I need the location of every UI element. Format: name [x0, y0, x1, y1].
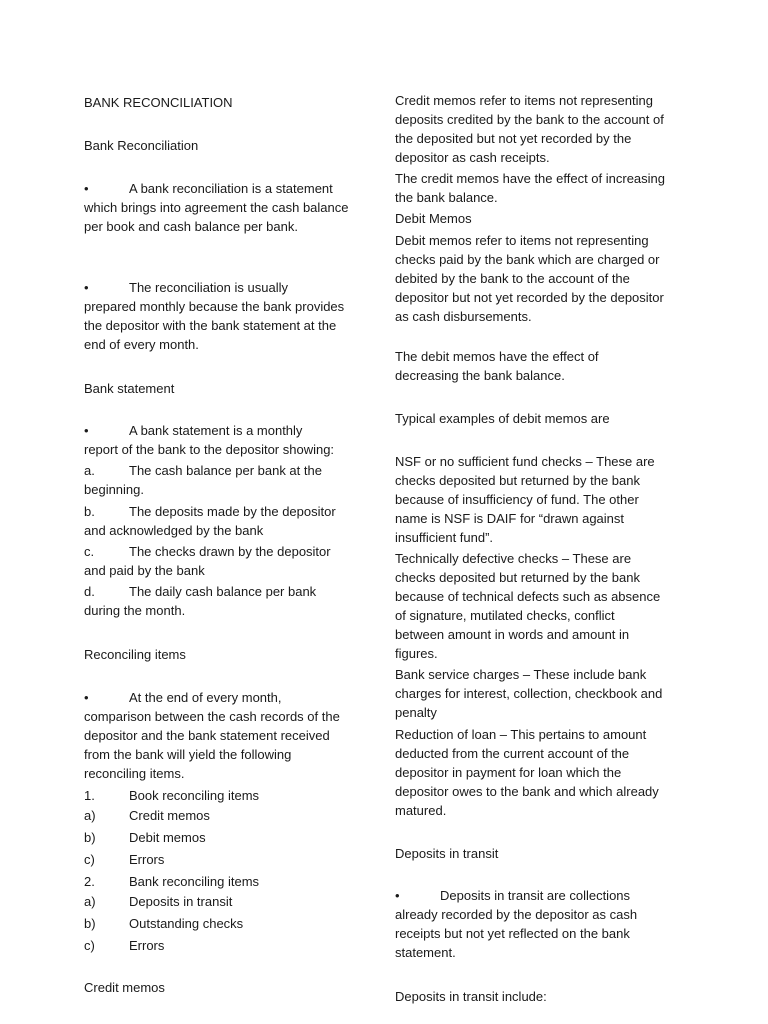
- list-item: a) Deposits in transit: [84, 894, 233, 909]
- bullet-paragraph: • A bank reconciliation is a statement which brings into agreement the cash balance per book and cash balance per bank.: [84, 181, 349, 234]
- section-heading: Credit memos: [84, 980, 165, 995]
- list-item: c. The checks drawn by the depositor and paid by the bank: [84, 544, 331, 578]
- list-item: b) Debit memos: [84, 830, 206, 845]
- document-title: BANK RECONCILIATION: [84, 95, 233, 110]
- paragraph: NSF or no sufficient fund checks – These are checks deposited but returned by the bank because of insufficiency of fund. The other name is NSF is DAIF for “drawn against insufficient fund”.: [395, 454, 655, 545]
- section-heading: Debit Memos: [395, 211, 472, 226]
- bullet-symbol: •: [395, 888, 400, 903]
- list-item: c) Errors: [84, 852, 165, 867]
- paragraph: Typical examples of debit memos are: [395, 411, 610, 426]
- paragraph: Deposits in transit include:: [395, 989, 547, 1004]
- bullet-paragraph: • Deposits in transit are collections already recorded by the depositor as cash receipts but not yet reflected on the bank statement.: [395, 888, 638, 960]
- paragraph: The credit memos have the effect of increasing the bank balance.: [395, 171, 666, 205]
- list-item: b) Outstanding checks: [84, 916, 244, 931]
- bullet-paragraph: • A bank statement is a monthly report of the bank to the depositor showing:: [84, 423, 335, 457]
- paragraph: Reduction of loan – This pertains to amount deducted from the current account of the depositor in payment for loan which the depositor owes to the bank and which already matured.: [395, 727, 659, 818]
- list-item: a. The cash balance per bank at the beginning.: [84, 463, 322, 497]
- list-item: a) Credit memos: [84, 808, 210, 823]
- bullet-symbol: •: [84, 423, 89, 438]
- bullet-symbol: •: [84, 181, 89, 196]
- bullet-symbol: •: [84, 690, 89, 705]
- paragraph: The debit memos have the effect of decreasing the bank balance.: [395, 349, 599, 383]
- section-heading: Bank Reconciliation: [84, 138, 199, 153]
- list-item: 2. Bank reconciling items: [84, 874, 260, 889]
- list-item: b. The deposits made by the depositor and acknowledged by the bank: [84, 504, 336, 538]
- section-heading: Deposits in transit: [395, 846, 499, 861]
- list-item: c) Errors: [84, 938, 165, 953]
- list-item: d. The daily cash balance per bank during the month.: [84, 584, 317, 618]
- bullet-paragraph: • At the end of every month, comparison between the cash records of the depositor and the bank statement received from the bank will yield the following reconciling items.: [84, 690, 340, 781]
- section-heading: Bank statement: [84, 381, 175, 396]
- bullet-symbol: •: [84, 280, 89, 295]
- list-item: 1. Book reconciling items: [84, 788, 260, 803]
- paragraph: Bank service charges – These include bank charges for interest, collection, checkbook and penalty: [395, 667, 663, 720]
- paragraph: Credit memos refer to items not representing deposits credited by the bank to the account of the deposited but not yet recorded by the depositor as cash receipts.: [395, 93, 664, 165]
- paragraph: Technically defective checks – These are checks deposited but returned by the bank because of technical defects such as absence of signature, mutilated checks, conflict between amount in words and amount in figures.: [395, 551, 661, 661]
- bullet-paragraph: • The reconciliation is usually prepared monthly because the bank provides the depositor with the bank statement at the end of every month.: [84, 280, 345, 352]
- paragraph: Debit memos refer to items not representing checks paid by the bank which are charged or debited by the bank to the account of the depositor but not yet recorded by the depositor as cash disbursements.: [395, 233, 664, 324]
- section-heading: Reconciling items: [84, 647, 186, 662]
